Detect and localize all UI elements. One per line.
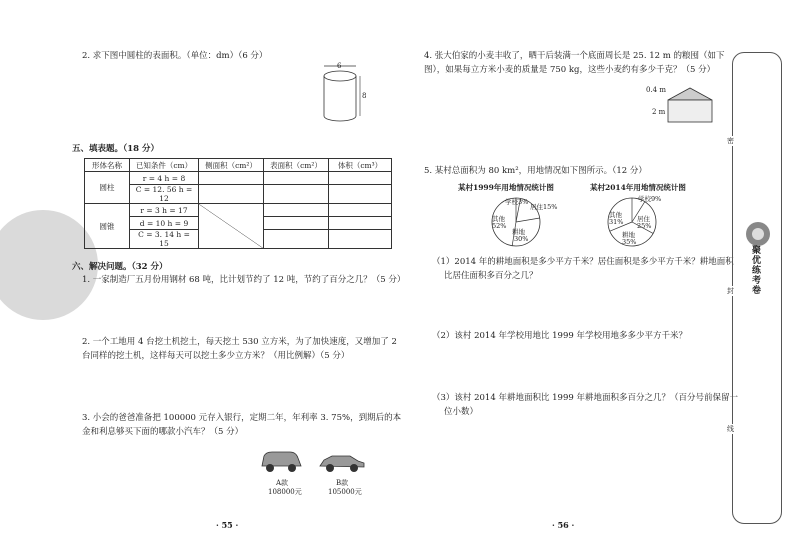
problem-3-line2: 金和利息够买下面的哪款小汽车？（5 分）	[82, 427, 244, 437]
granary-figure	[662, 80, 718, 132]
seal-label-2: 封	[727, 287, 734, 295]
th-surface: 表面积（cm²）	[264, 159, 329, 172]
th-volume: 体积（cm³）	[329, 159, 392, 172]
q4-line2: 图），如果每立方米小麦的质量是 750 kg，这些小麦约有多少千克？（5 分）	[424, 65, 716, 75]
section5-title: 五、填表题。（18 分）	[72, 144, 160, 154]
seal-label-3: 线	[727, 425, 734, 433]
car-a-name: A款	[276, 479, 289, 487]
pie2-value-other: 31%	[609, 218, 624, 226]
answer-cell[interactable]	[329, 172, 392, 185]
pie1-label-farm: 耕地	[512, 228, 525, 236]
th-cond: 已知条件（cm）	[130, 159, 199, 172]
pie1-value-other: 52%	[492, 222, 507, 230]
cyl-top-label: 6	[337, 62, 342, 70]
sub2: （2）该村 2014 年学校用地比 1999 年学校用地多多少平方千米？	[432, 331, 687, 341]
cell-cond: d = 10 h = 9	[130, 217, 199, 230]
sub3-line2: 位小数）	[444, 407, 479, 417]
granary-body-height: 2 m	[652, 108, 666, 116]
seal-label-1: 密	[727, 137, 734, 145]
pie2-label-school: 学校9%	[638, 195, 662, 203]
page-number-right: · 56 ·	[552, 520, 575, 530]
car-b-price: 105000元	[328, 488, 362, 496]
granary-top-height: 0.4 m	[646, 86, 666, 94]
answer-cell[interactable]	[329, 204, 392, 217]
pie1-label-living: 居住15%	[530, 203, 558, 211]
brand-vertical-text: 聚优练考卷	[752, 246, 762, 296]
answer-cell[interactable]	[329, 185, 392, 204]
answer-cell[interactable]	[264, 185, 329, 204]
pie2-label-farm: 耕地	[622, 231, 635, 239]
pie2-value-living: 25%	[637, 222, 652, 230]
section6-title: 六、解决问题。（32 分）	[72, 262, 168, 272]
pie2-label-living: 居住	[637, 215, 650, 223]
pie2-title: 某村2014年用地情况统计图	[590, 183, 686, 192]
cell-cond: C = 3. 14 h = 15	[130, 230, 199, 249]
pie1-title: 某村1999年用地情况统计图	[458, 183, 554, 192]
answer-cell[interactable]	[264, 172, 329, 185]
pie2-value-farm: 35%	[622, 238, 637, 246]
q2-title: 2. 求下图中圆柱的表面积。（单位：dm）（6 分）	[82, 51, 268, 61]
cell-cone: 圆锥	[85, 204, 130, 249]
slashed-cell	[199, 204, 264, 249]
answer-cell[interactable]	[199, 185, 264, 204]
cyl-side-label: 8	[362, 92, 367, 100]
th-shape: 形体名称	[85, 159, 130, 172]
answer-cell[interactable]	[264, 230, 329, 249]
problem-3-line1: 3. 小会的爸爸准备把 100000 元存入银行，定期二年，年利率 3. 75%，到期后的本	[82, 413, 402, 423]
cell-cond: r = 3 h = 17	[130, 204, 199, 217]
car-b-name: B款	[336, 479, 349, 487]
car-a-price: 108000元	[268, 488, 302, 496]
brand-badge-icon	[744, 220, 772, 248]
car-b-icon	[318, 450, 366, 474]
cell-cond: r = 4 h = 8	[130, 172, 199, 185]
answer-cell[interactable]	[264, 204, 329, 217]
th-side: 侧面积（cm²）	[199, 159, 264, 172]
car-a-icon	[258, 448, 304, 474]
answer-cell[interactable]	[329, 230, 392, 249]
sub1-line2: 比居住面积多百分之几？	[444, 271, 538, 281]
pie2-label-other: 其他	[609, 211, 622, 219]
page-number-left: · 55 ·	[216, 520, 239, 530]
cylinder-figure	[316, 60, 376, 130]
answer-cell[interactable]	[199, 172, 264, 185]
q5-title: 5. 某村总面积为 80 km²，用地情况如下图所示。（12 分）	[424, 166, 647, 176]
sub3-line1: （3）该村 2014 年耕地面积比 1999 年耕地面积多百分之几？（百分号前保留一	[432, 393, 738, 403]
sub1-line1: （1）2014 年的耕地面积是多少平方千米？居住面积是多少平方千米？耕地面积	[432, 257, 734, 267]
problem-1: 1. 一家制造厂五月份用钢材 68 吨，比计划节约了 12 吨，节约了百分之几？（5 分）	[82, 275, 406, 285]
problem-2-line1: 2. 一个工地用 4 台挖土机挖土，每天挖土 530 立方米，为了加快速度，又增加了 2	[82, 337, 397, 347]
fill-table	[84, 158, 392, 249]
problem-2-line2: 台同样的挖土机，这样每天可以挖土多少立方米？（用比例解）（5 分）	[82, 351, 350, 361]
cell-cylinder: 圆柱	[85, 172, 130, 204]
answer-cell[interactable]	[329, 217, 392, 230]
pie1-label-school: 学校3%	[505, 198, 529, 206]
cell-cond: C = 12. 56 h = 12	[130, 185, 199, 204]
pie1-value-farm: 30%	[514, 235, 529, 243]
q4-line1: 4. 张大伯家的小麦丰收了，晒干后装满一个底面周长是 25. 12 m 的粮囤（如下	[424, 51, 725, 61]
answer-cell[interactable]	[264, 217, 329, 230]
pie1-label-other: 其他	[492, 215, 505, 223]
